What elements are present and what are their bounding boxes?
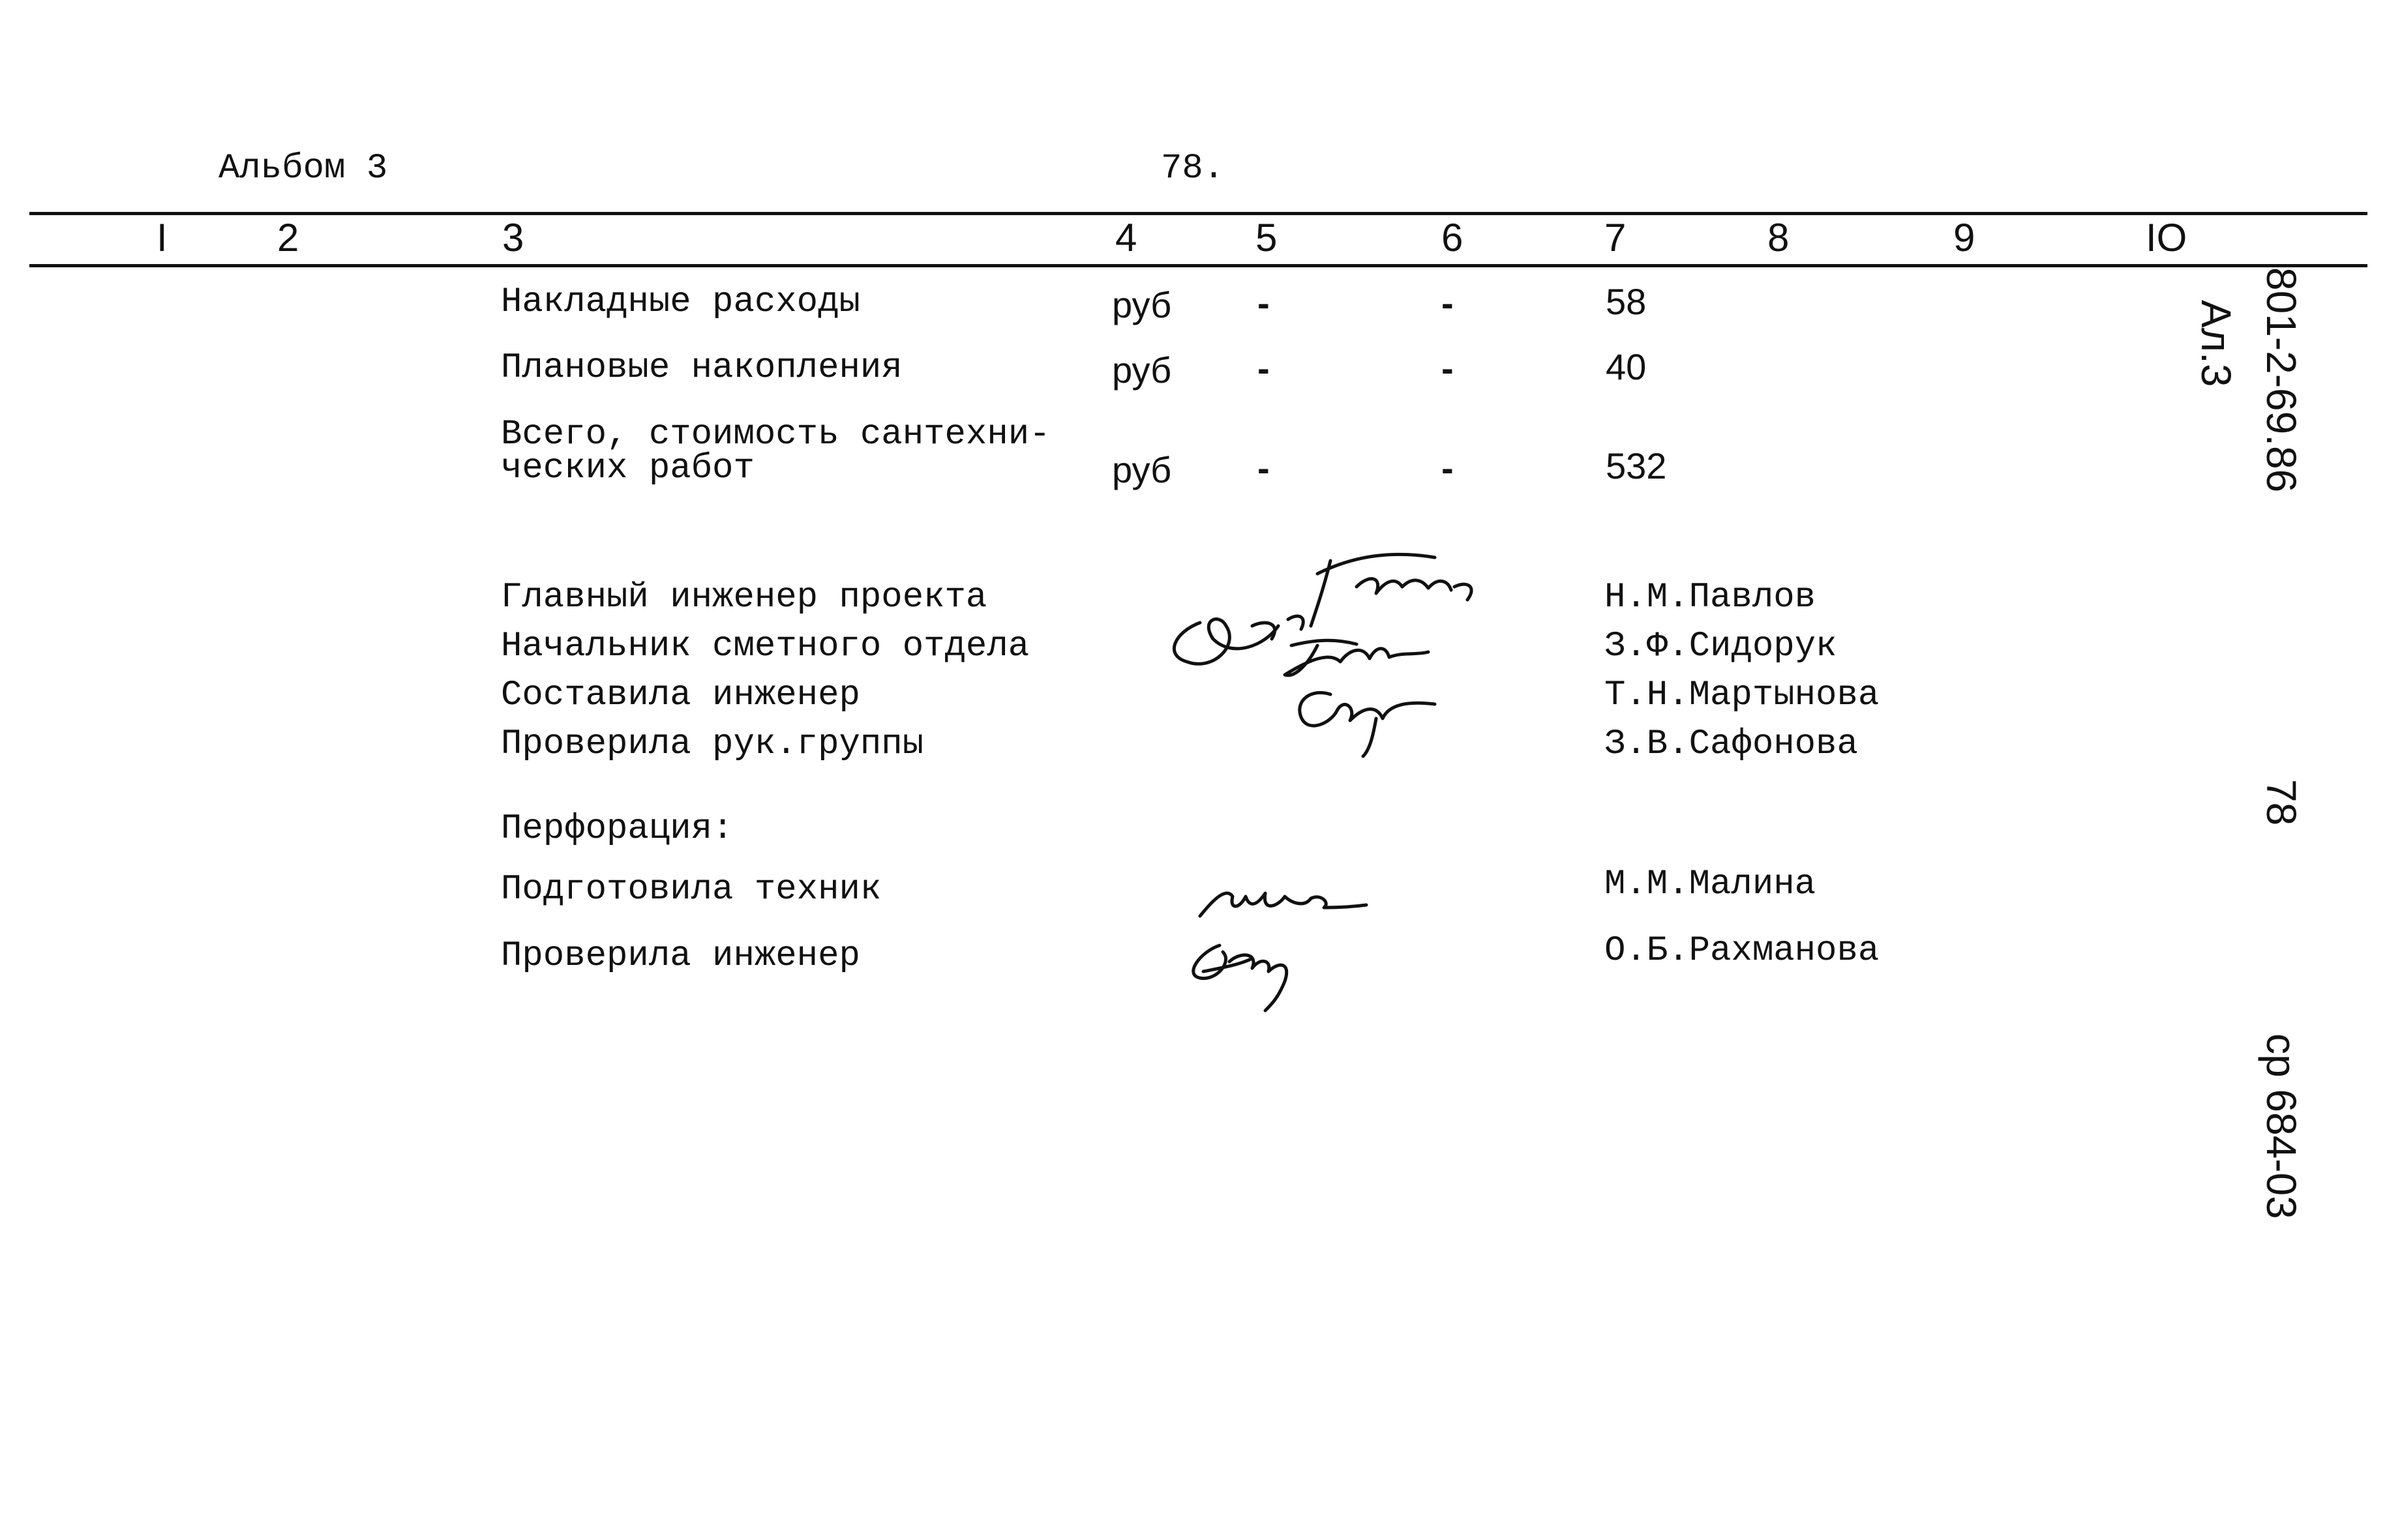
row-planned-name: Плановые накопления — [501, 348, 903, 388]
perforation-role: Проверила инженер — [501, 936, 860, 976]
row-total-amount: 532 — [1606, 445, 1667, 486]
perforation-name: М.М.Малина — [1604, 865, 1816, 904]
signatory-role: Проверила рук.группы — [501, 724, 924, 764]
perforation-heading: Перфорация: — [501, 809, 734, 849]
row-total-name-line2: ческих работ — [501, 449, 755, 488]
row-total-name-line1: Всего, стоимость сантехни- — [501, 415, 1051, 454]
col-header-2: 2 — [277, 216, 299, 259]
row-planned-amount: 40 — [1606, 346, 1647, 387]
col-header-8: 8 — [1767, 216, 1790, 259]
row-total-col6: - — [1441, 447, 1454, 488]
signature-group-image — [1161, 548, 1539, 779]
col-header-6: 6 — [1441, 216, 1464, 259]
margin-album: Ал.3 — [2193, 300, 2240, 387]
margin-inventory-number: ср 684-03 — [2258, 1033, 2305, 1219]
col-header-4: 4 — [1115, 216, 1137, 259]
page-number: 78. — [1161, 149, 1225, 188]
signatory-name: Т.Н.Мартынова — [1604, 675, 1880, 715]
col-header-10: IO — [2146, 216, 2187, 259]
signature-engineer-image — [1180, 932, 1311, 1020]
col-header-7: 7 — [1604, 216, 1627, 259]
row-overhead-unit: руб — [1112, 284, 1172, 325]
row-planned-unit: руб — [1112, 349, 1172, 391]
margin-doc-code: 801-2-69.86 — [2258, 267, 2305, 493]
col-header-3: 3 — [502, 216, 524, 259]
signatory-name: Н.М.Павлов — [1604, 578, 1816, 617]
album-label: Альбом 3 — [218, 149, 388, 188]
perforation-role: Подготовила техник — [501, 870, 882, 910]
signature-technician-image — [1194, 867, 1370, 929]
col-header-9: 9 — [1953, 216, 1975, 259]
signatory-role: Начальник сметного отдела — [501, 627, 1030, 666]
signatory-role: Составила инженер — [501, 675, 860, 715]
margin-sheet-number: 78 — [2258, 779, 2305, 826]
perforation-name: О.Б.Рахманова — [1604, 931, 1880, 971]
table-top-rule — [29, 212, 2367, 215]
row-overhead-col6: - — [1441, 282, 1454, 323]
signatory-name: З.Ф.Сидорук — [1604, 627, 1837, 666]
row-overhead-name: Накладные расходы — [501, 282, 860, 322]
row-total-unit: руб — [1112, 449, 1172, 490]
row-overhead-col5: - — [1257, 282, 1270, 323]
signatory-name: З.В.Сафонова — [1604, 724, 1858, 764]
row-planned-col5: - — [1257, 348, 1270, 389]
row-planned-col6: - — [1441, 348, 1454, 389]
row-overhead-amount: 58 — [1606, 281, 1647, 322]
signatory-role: Главный инженер проекта — [501, 578, 987, 617]
col-header-1: I — [157, 216, 168, 259]
col-header-5: 5 — [1255, 216, 1278, 259]
table-header-bottom-rule — [29, 264, 2367, 267]
row-total-col5: - — [1257, 447, 1270, 488]
